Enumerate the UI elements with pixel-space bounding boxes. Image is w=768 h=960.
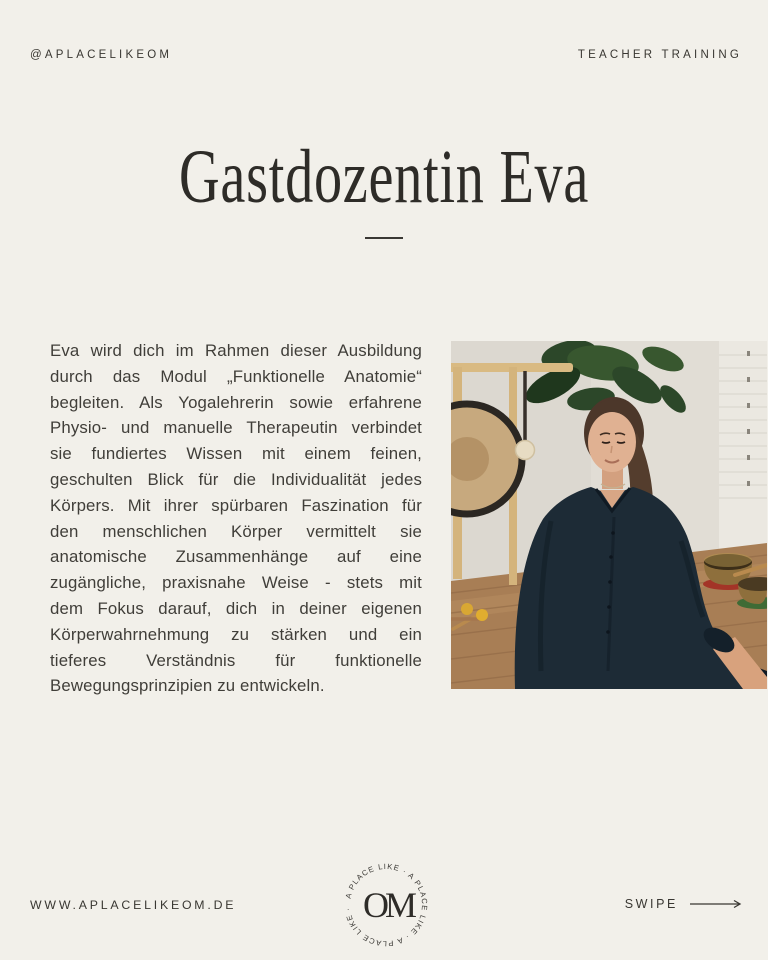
arrow-right-icon xyxy=(690,899,742,909)
body-text-line: den menschlichen Körper vermittelt sie xyxy=(50,521,422,541)
bio-paragraph xyxy=(50,338,422,699)
body-text-line: Physio- und manuelle Therapeutin verbindet xyxy=(50,418,422,438)
body-text-line: durch das Modul „Funktionelle Anatomie“ xyxy=(50,366,422,386)
series-label: TEACHER TRAINING xyxy=(577,49,742,61)
body-text-line: Bewegungsprinzipien zu entwickeln. xyxy=(50,676,325,696)
body-text-line: dem Fokus darauf, dich in deiner eigenen xyxy=(50,598,422,618)
logo-monogram: OM xyxy=(362,885,414,925)
body-text-line: geschulten Blick für die Individualität jedes xyxy=(50,469,422,489)
top-bar xyxy=(30,49,742,61)
body-text-line: tieferes Verständnis für funktionelle xyxy=(50,650,422,670)
brand-logo-mark xyxy=(338,857,434,953)
logo-ring-text: A PLACE LIKE · A PLACE LIKE · A PLACE LIKE · xyxy=(343,861,430,949)
body-text-line: Eva wird dich im Rahmen dieser Ausbildung xyxy=(50,341,422,360)
title-divider xyxy=(365,237,403,239)
body-text-line: Körperwahrnehmung zu stärken und ein xyxy=(50,624,422,644)
website-url: WWW.APLACELIKEOM.DE xyxy=(30,898,237,912)
account-handle: @APLACELIKEOM xyxy=(30,49,173,61)
body-text-line: sie fundiertes Wissen mit einem feinen, xyxy=(50,444,422,464)
body-text-line: anatomische Zusammenhänge auf eine xyxy=(50,547,422,567)
eva-portrait-illustration xyxy=(451,341,767,689)
body-text-line: zugängliche, praxisnahe Weise - stets mit xyxy=(50,573,422,593)
portrait-photo xyxy=(451,341,767,689)
content-row xyxy=(50,338,767,699)
body-text-line: Körpers. Mit ihrer spürbaren Faszination für xyxy=(50,495,422,515)
body-text-line: begleiten. Als Yogalehrerin sowie erfahrene xyxy=(50,392,422,412)
swipe-cue[interactable] xyxy=(625,897,742,911)
page-title: Gastdozentin Eva xyxy=(178,135,590,219)
brand-logo xyxy=(338,857,434,953)
swipe-label: SWIPE xyxy=(624,897,678,911)
